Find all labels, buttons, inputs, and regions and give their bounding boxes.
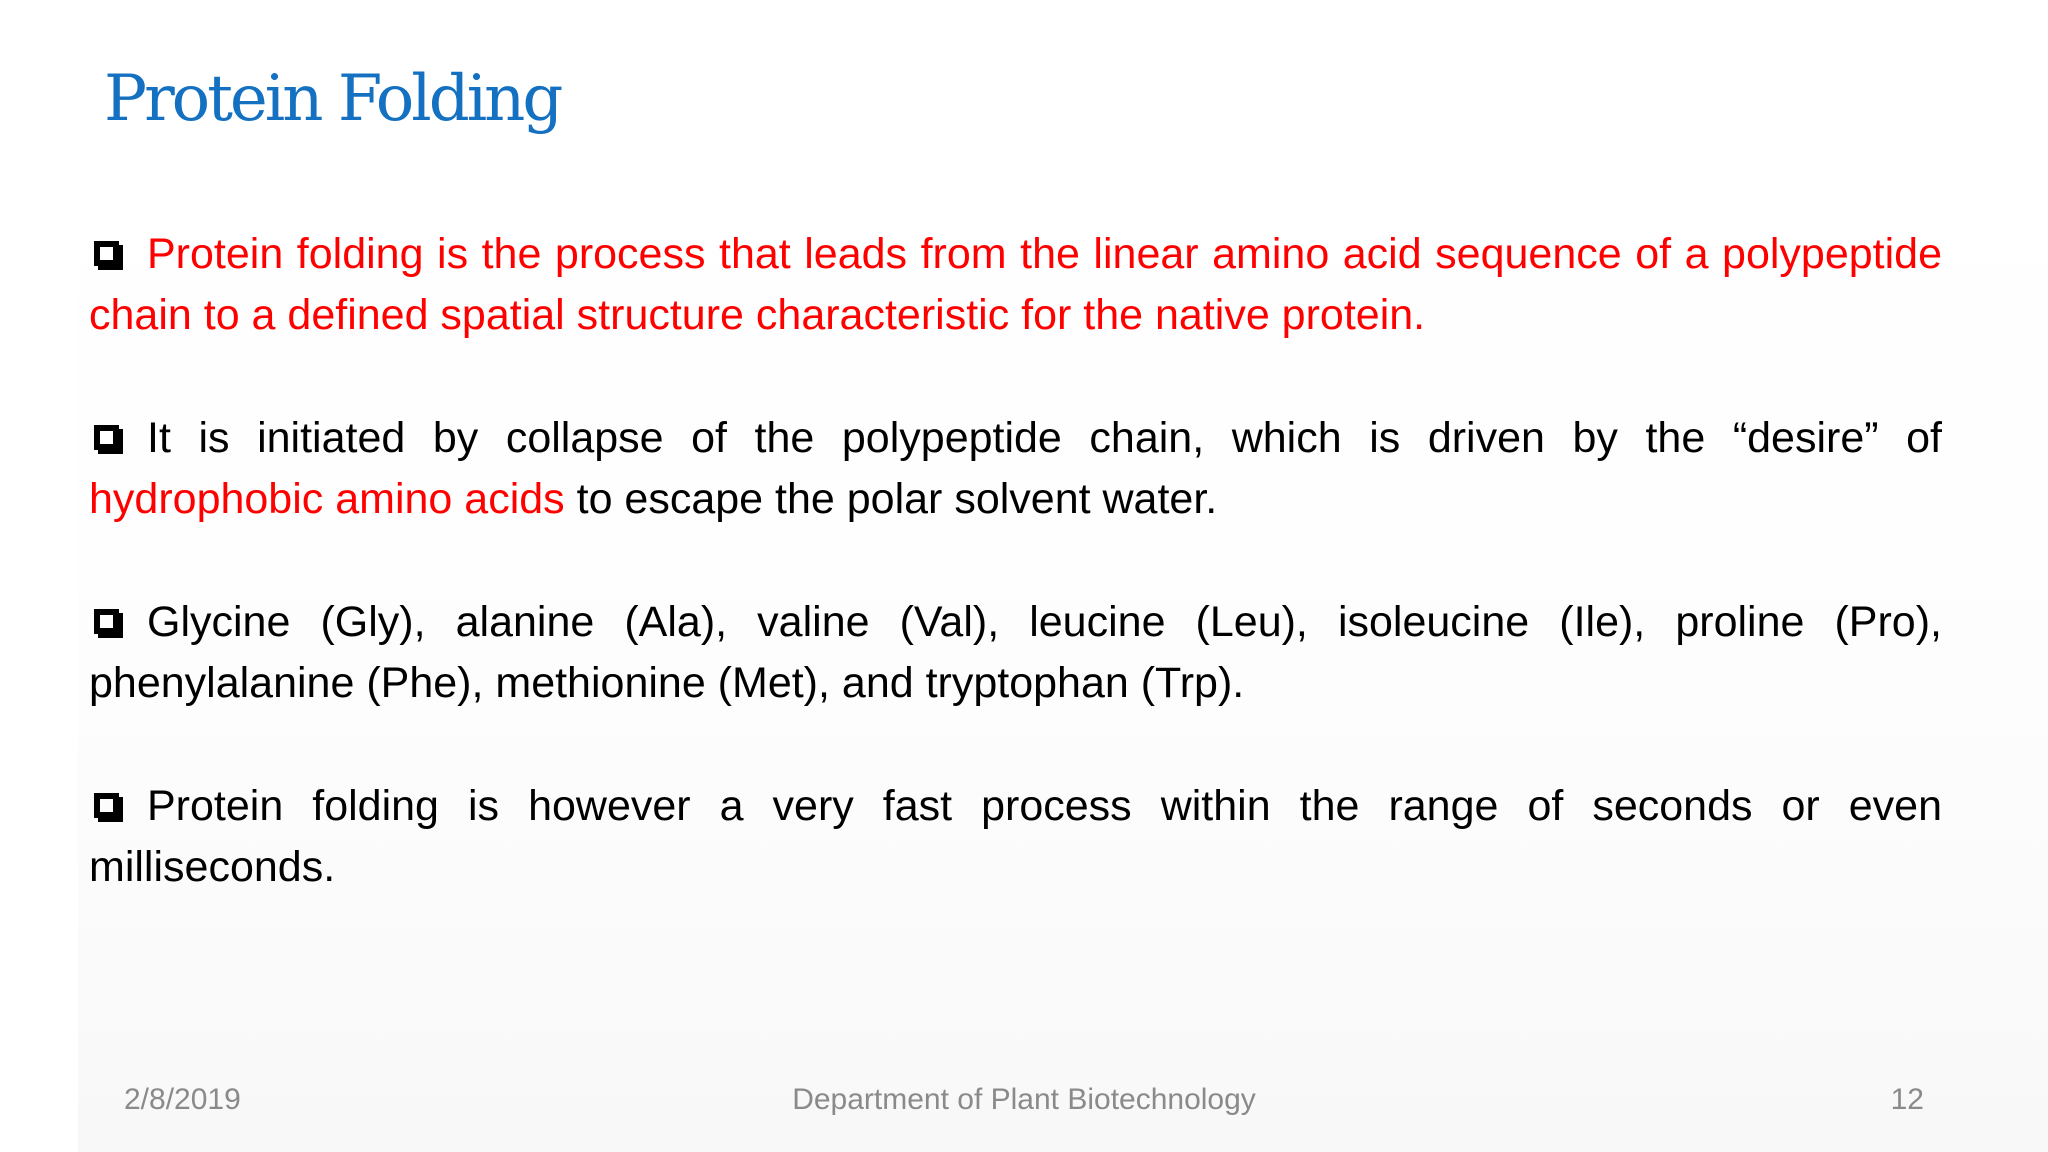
bullet-item-4 — [89, 776, 1942, 898]
footer-department: Department of Plant Biotechnology — [792, 1083, 1256, 1116]
bullet-item-2 — [89, 408, 1942, 530]
bullet-text: It is initiated by collapse of the polypeptide chain, which is driven by the “desire” of — [147, 414, 1942, 462]
bullet-item-3 — [89, 592, 1942, 714]
checkbox-square-icon — [94, 425, 119, 450]
checkbox-square-icon — [94, 793, 119, 818]
bullet-text: Protein folding is however a very fast process within the range of seconds or even milliseconds. — [89, 782, 1942, 891]
slide-title: Protein Folding — [104, 62, 561, 136]
bullet-item-1 — [89, 224, 1942, 346]
bullet-text: Glycine (Gly), alanine (Ala), valine (Val), leucine (Leu), isoleucine (Ile), proline (Pro), phenylalanine (Phe), methionine (Met), and tryptophan (Trp). — [89, 598, 1942, 707]
slide-body — [89, 224, 1942, 960]
bullet-highlight: hydrophobic amino acids — [89, 475, 565, 523]
checkbox-square-icon — [94, 241, 119, 266]
footer-page-number: 12 — [1890, 1083, 1924, 1116]
checkbox-square-icon — [94, 609, 119, 634]
bullet-text: Protein folding is the process that leads from the linear amino acid sequence of a polypeptide chain to a defined spatial structure characteristic for the native protein. — [89, 230, 1942, 339]
footer-date: 2/8/2019 — [124, 1083, 241, 1116]
bullet-text: to escape the polar solvent water. — [564, 475, 1218, 523]
